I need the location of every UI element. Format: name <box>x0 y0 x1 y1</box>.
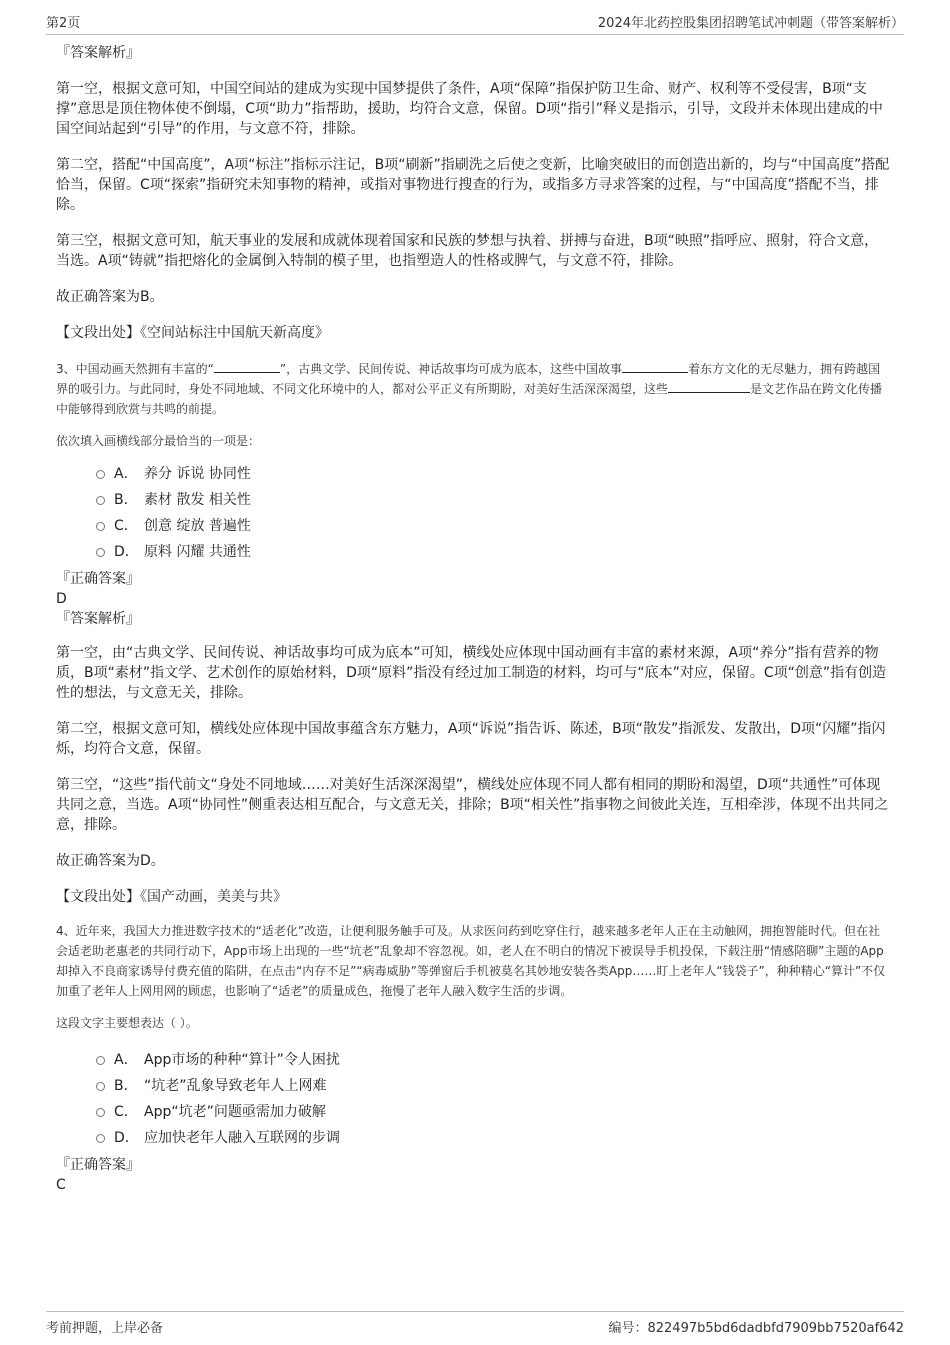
q4-option-a[interactable] <box>56 1047 892 1073</box>
option-letter: A． <box>114 1052 138 1068</box>
option-text: App“坑老”问题亟需加力破解 <box>144 1104 326 1120</box>
radio-button[interactable] <box>96 522 105 531</box>
document-title: 2024年北药控股集团招聘笔试冲刺题（带答案解析） <box>597 16 904 31</box>
q2-analysis-p1: 第一空，根据文意可知，中国空间站的建成为实现中国梦提供了条件，A项“保障”指保护防卫生命、财产、权利等不受侵害，B项“支撑”意思是顶住物体使不倒塌，C项“助力”指帮助，援助，均符合文意，保留。D项“指引”释义是指示，引导，文段并未体现出建成的中国空间站起到“引导”的作用，与文意不符，排除。 <box>56 81 883 137</box>
q2-source <box>56 323 892 343</box>
q4-stem: 4、近年来，我国大力推进数字技术的“适老化”改造，让便利服务触手可及。从求医问药到吃穿住行，越来越多老年人正在主动触网，拥抱智能时代。但在社会适老助老惠老的共同行动下，App市场上出现的一些“坑老”乱象却不容忽视。如，老人在不明白的情况下被误导手机投保，下载注册“情感陪聊”主题的App却掉入不良商家诱导付费充值的陷阱，在点击“内存不足”“病毒威胁”等弹窗后手机被莫名其妙地安装各类App……盯上老年人“钱袋子”，种种精心“算计”不仅加重了老年人上网用网的顾虑，也影响了“适老”的质量成色，拖慢了老年人融入数字生活的步调。 <box>56 924 886 998</box>
footer-serial: 编号：822497b5bd6dadbfd7909bb7520af642 <box>608 1321 904 1336</box>
option-letter: C． <box>114 1104 138 1120</box>
q3-stem <box>56 359 892 419</box>
q4-option-d[interactable] <box>56 1125 892 1151</box>
q4-options <box>56 1047 892 1151</box>
option-letter: D． <box>114 1130 139 1146</box>
option-text: “坑老”乱象导致老年人上网难 <box>144 1078 327 1094</box>
radio-button[interactable] <box>96 1134 105 1143</box>
q3-analysis-p2: 第二空，根据文意可知，横线处应体现中国故事蕴含东方魅力，A项“诉说”指告诉、陈述，B项“散发”指派发、发散出，D项“闪耀”指闪烁，均符合文意，保留。 <box>56 721 886 757</box>
q2-source-label: 【文段出处】 <box>56 325 140 341</box>
q3-blank-1 <box>214 359 280 373</box>
q3-stem-part-d: 是文艺作品在跨文化传播中能够得到欣赏与共鸣的前提。 <box>56 382 883 416</box>
q3-analysis-p1: 第一空，由“古典文学、民间传说、神话故事均可成为底本”可知，横线处应体现中国动画有丰富的素材来源，A项“养分”指有营养的物质，B项“素材”指文学、艺术创作的原始材料，D项“原料”指没有经过加工制造的材料，均可与“底本”对应，保留。C项“创意”指有创造性的想法，与文意无关，排除。 <box>56 645 887 701</box>
q3-source <box>56 887 892 907</box>
option-text: 创意 绽放 普遍性 <box>144 518 251 534</box>
q3-option-b[interactable] <box>56 487 892 513</box>
option-letter: C． <box>114 518 138 534</box>
footer-note: 考前押题，上岸必备 <box>46 1321 164 1336</box>
q3-blank-2 <box>622 359 688 373</box>
option-text: 原料 闪耀 共通性 <box>144 544 251 560</box>
q4-answer: C <box>56 1177 66 1193</box>
q3-analysis-label: 『答案解析』 <box>56 611 140 627</box>
q3-source-label: 【文段出处】 <box>56 889 140 905</box>
q3-stem-part-b: ”，古典文学、民间传说、神话故事均可成为底本，这些中国故事 <box>279 362 623 376</box>
radio-button[interactable] <box>96 1108 105 1117</box>
q3-option-a[interactable] <box>56 461 892 487</box>
option-text: 素材 散发 相关性 <box>144 492 251 508</box>
q2-analysis-p3: 第三空，根据文意可知，航天事业的发展和成就体现着国家和民族的梦想与执着、拼搏与奋进，B项“映照”指呼应、照射，符合文意，当选。A项“铸就”指把熔化的金属倒入特制的模子里，也指塑造人的性格或脾气，与文意不符，排除。 <box>56 233 879 269</box>
q3-answer: D <box>56 591 67 607</box>
page-footer <box>46 1311 904 1336</box>
q3-analysis-p3: 第三空，“这些”指代前文“身处不同地域……对美好生活深深渴望”，横线处应体现不同人都有相同的期盼和渴望，D项“共通性”可体现共同之意，当选。A项“协同性”侧重表达相互配合，与文意无关，排除；B项“相关性”指事物之间彼此关连，互相牵涉，体现不出共同之意，排除。 <box>56 777 889 833</box>
q2-source-title: 《空间站标注中国航天新高度》 <box>140 325 329 341</box>
q3-prompt: 依次填入画横线部分最恰当的一项是： <box>56 434 261 448</box>
q3-conclusion: 故正确答案为D。 <box>56 853 165 869</box>
option-text: 养分 诉说 协同性 <box>144 466 251 482</box>
radio-button[interactable] <box>96 1082 105 1091</box>
q3-option-c[interactable] <box>56 513 892 539</box>
radio-button[interactable] <box>96 1056 105 1065</box>
q2-conclusion: 故正确答案为B。 <box>56 289 164 305</box>
option-letter: D． <box>114 544 139 560</box>
q3-answer-label: 『正确答案』 <box>56 571 140 587</box>
page-number: 第2页 <box>46 16 81 31</box>
radio-button[interactable] <box>96 496 105 505</box>
q4-option-b[interactable] <box>56 1073 892 1099</box>
page-header <box>46 10 904 35</box>
q4-answer-label: 『正确答案』 <box>56 1157 140 1173</box>
document-body <box>56 43 892 1195</box>
q3-source-title: 《国产动画，美美与共》 <box>140 889 287 905</box>
q3-stem-part-c: 着东方文化的无尽魅力，拥有跨越国界的吸引力。与此同时，身处不同地域、不同文化环境中的人，都对公平正义有所期盼，对美好生活深深渴望，这些 <box>56 362 881 396</box>
option-letter: A． <box>114 466 138 482</box>
option-letter: B． <box>114 492 138 508</box>
radio-button[interactable] <box>96 470 105 479</box>
q3-stem-part-a: 3、中国动画天然拥有丰富的“ <box>56 362 214 376</box>
q3-option-d[interactable] <box>56 539 892 565</box>
radio-button[interactable] <box>96 548 105 557</box>
q2-analysis-p2: 第二空，搭配“中国高度”，A项“标注”指标示注记，B项“刷新”指刷洗之后使之变新，比喻突破旧的而创造出新的，均与“中国高度”搭配恰当，保留。C项“探索”指研究未知事物的精神，或指对事物进行搜查的行为，或指多方寻求答案的过程，与“中国高度”搭配不当，排除。 <box>56 157 890 213</box>
option-letter: B． <box>114 1078 138 1094</box>
option-text: 应加快老年人融入互联网的步调 <box>144 1130 340 1146</box>
q3-options <box>56 461 892 565</box>
q3-blank-3 <box>668 379 750 393</box>
q4-option-c[interactable] <box>56 1099 892 1125</box>
option-text: App市场的种种“算计”令人困扰 <box>144 1052 340 1068</box>
q2-analysis-label: 『答案解析』 <box>56 45 140 61</box>
q4-prompt: 这段文字主要想表达（ ）。 <box>56 1016 198 1030</box>
